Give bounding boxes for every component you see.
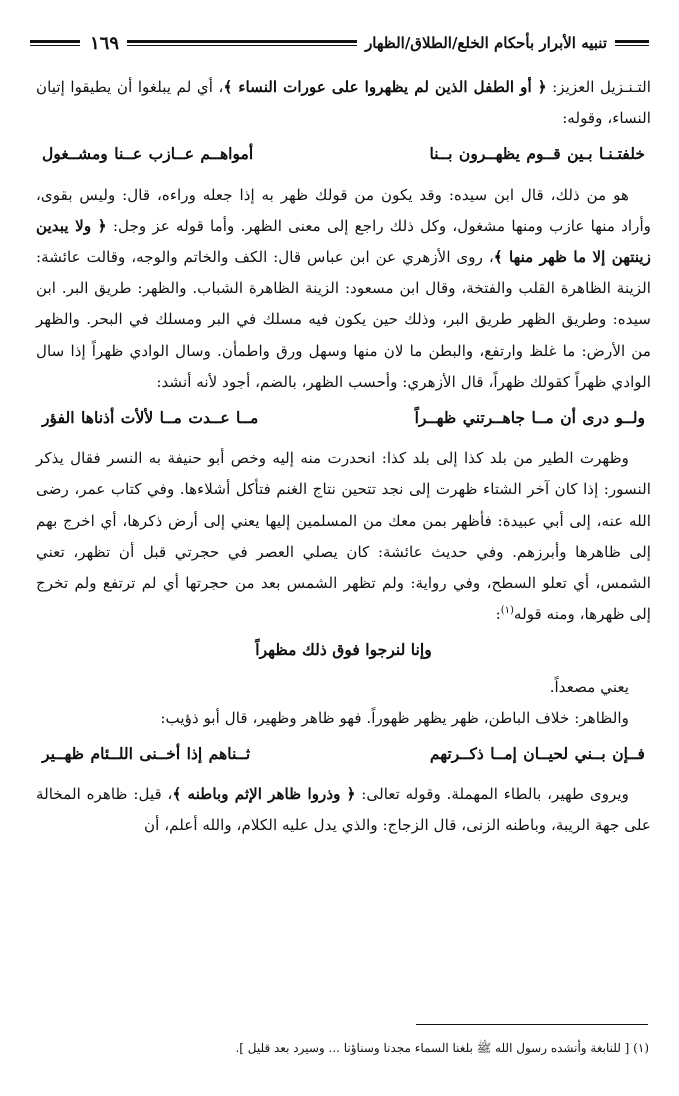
footnote-separator — [416, 1024, 648, 1025]
verse-2-first-hemistich: ولــو درى أن مــا جاهــرتني ظهــراً — [414, 408, 645, 428]
p2-text-b: ، روى الأزهري عن ابن عباس قال: الكف والخاتم والوجه، وقالت عائشة: الزينة الظاهرة القلب والفتخة، وقال ابن مسعود: الزينة الظاهرة الشباب. والظهر: طريق البر. ابن سيده: وطريق الظهر طريق البر، وذلك حين يكون فيه مسلك في البر ومسلك في البحر. والظهر من الأرض: ما غلظ وارتفع، والبطن ما لان منها وسهل ورق واطمأن. وسال الوادي ظهراً إذا سال الوادي ظهراً كقولك ظهراً، قال الأزهري: وأحسب الظهر، بالضم، أجود لأنه أنشد: — [36, 248, 651, 391]
quran-quote-1: ﴿ أو الطفل الذين لم يظهروا على عورات النساء ﴾ — [223, 78, 547, 96]
verse-4 — [36, 734, 651, 779]
p2-text-a: هو من ذلك، قال ابن سيده: وقد يكون من قولك ظهر به إذا جعله وراءه، قال: وليس بقوى، وأراد منها عازب ومنها مشغول، وكل ذلك راجع إلى معنى الظهر. وأما قوله عز وجل: — [36, 185, 652, 235]
p6-text-a: ويروى طهير، بالطاء المهملة. وقوله تعالى: — [355, 785, 629, 804]
footnote-1: (١) [ للنابغة وأنشده رسول الله ﷺ بلغنا السماء مجدنا وسناؤنا ... وسيرد بعد قليل ]. — [235, 1041, 649, 1055]
paragraph-6 — [36, 779, 651, 841]
header-rule-left — [30, 40, 80, 46]
verse-4-first-hemistich: فــإن بــني لحيــان إمــا ذكــرتهم — [429, 744, 645, 764]
paragraph-1 — [36, 72, 651, 134]
running-header — [30, 26, 649, 60]
paragraph-4: يعني مصعداً. — [549, 677, 629, 696]
verse-3: وإنا لنرجوا فوق ذلك مظهراً — [255, 640, 432, 660]
p3-text-a: وظهرت الطير من بلد كذا إلى بلد كذا: انحدرت منه إليه وخص أبو حنيفة به النسر فقال يذكر النسور: إذا كان آخر الشتاء ظهرت إلى نجد تتحين نتاج الغنم فتأكل أشلاءها. وفي كتاب عمر، رضى الله عنه، إلى أبي عبيدة: فأظهر بمن معك من المسلمين إليها يعني إلى أرض ذكرها، أي اخرج بهم إلى ظاهرها وأبرزهم. وفي حديث عائشة: كان يصلي العصر في حجرتي قبل أن تظهر، تعني الشمس، أي تعلو السطح، وفي رواية: ولم تظهر الشمس بعد من حجرتها أي لم ترتفع ولم تخرج إلى ظهرها، ومنه قوله — [36, 449, 651, 624]
header-rule-right — [615, 40, 649, 46]
header-rule-middle — [127, 40, 357, 46]
verse-2-second-hemistich: مــا عــدت مــا لألأت أذناها الفؤر — [42, 408, 259, 428]
paragraph-3 — [36, 443, 651, 630]
paragraph-2 — [36, 180, 651, 398]
verse-1 — [36, 134, 651, 179]
page-body — [36, 72, 651, 842]
quran-quote-2: ﴿ ولا يبدين زينتهن إلا ما ظهر منها ﴾ — [36, 216, 651, 267]
p1-text-a: التـنـزيل العزيز: — [546, 78, 651, 96]
page-number: ١٦٩ — [90, 32, 120, 54]
header-title: تنبيه الأبرار بأحكام الخلع/الطلاق/الظهار — [365, 34, 607, 52]
p6-text-b: ، قيل: ظاهره المخالة على جهة الريبة، وباطنه الزنى، قال الزجاج: والذي يدل عليه الكلام، والله أعلم، أن — [36, 785, 651, 835]
p1-text-b: ، أي لم يبلغوا أن يطيقوا إتيان النساء، وقوله: — [36, 78, 651, 128]
footnote-reference[interactable]: (١) — [500, 605, 514, 617]
quran-quote-3: ﴿ وذروا ظاهر الإثم وباطنه ﴾ — [172, 785, 356, 804]
verse-1-first-hemistich: خلفتـنـا بـين قــوم يظهــرون بــنا — [429, 144, 645, 164]
p3-text-b: : — [495, 605, 501, 624]
verse-2 — [36, 398, 651, 443]
verse-1-second-hemistich: أمواهــم عــازب عــنا ومشــغول — [42, 144, 254, 164]
verse-4-second-hemistich: ثــناهم إذا أخــنى اللــئام ظهــير — [42, 744, 251, 764]
paragraph-5: والظاهر: خلاف الباطن، ظهر يظهر ظهوراً. فهو ظاهر وظهير، قال أبو ذؤيب: — [160, 708, 629, 727]
